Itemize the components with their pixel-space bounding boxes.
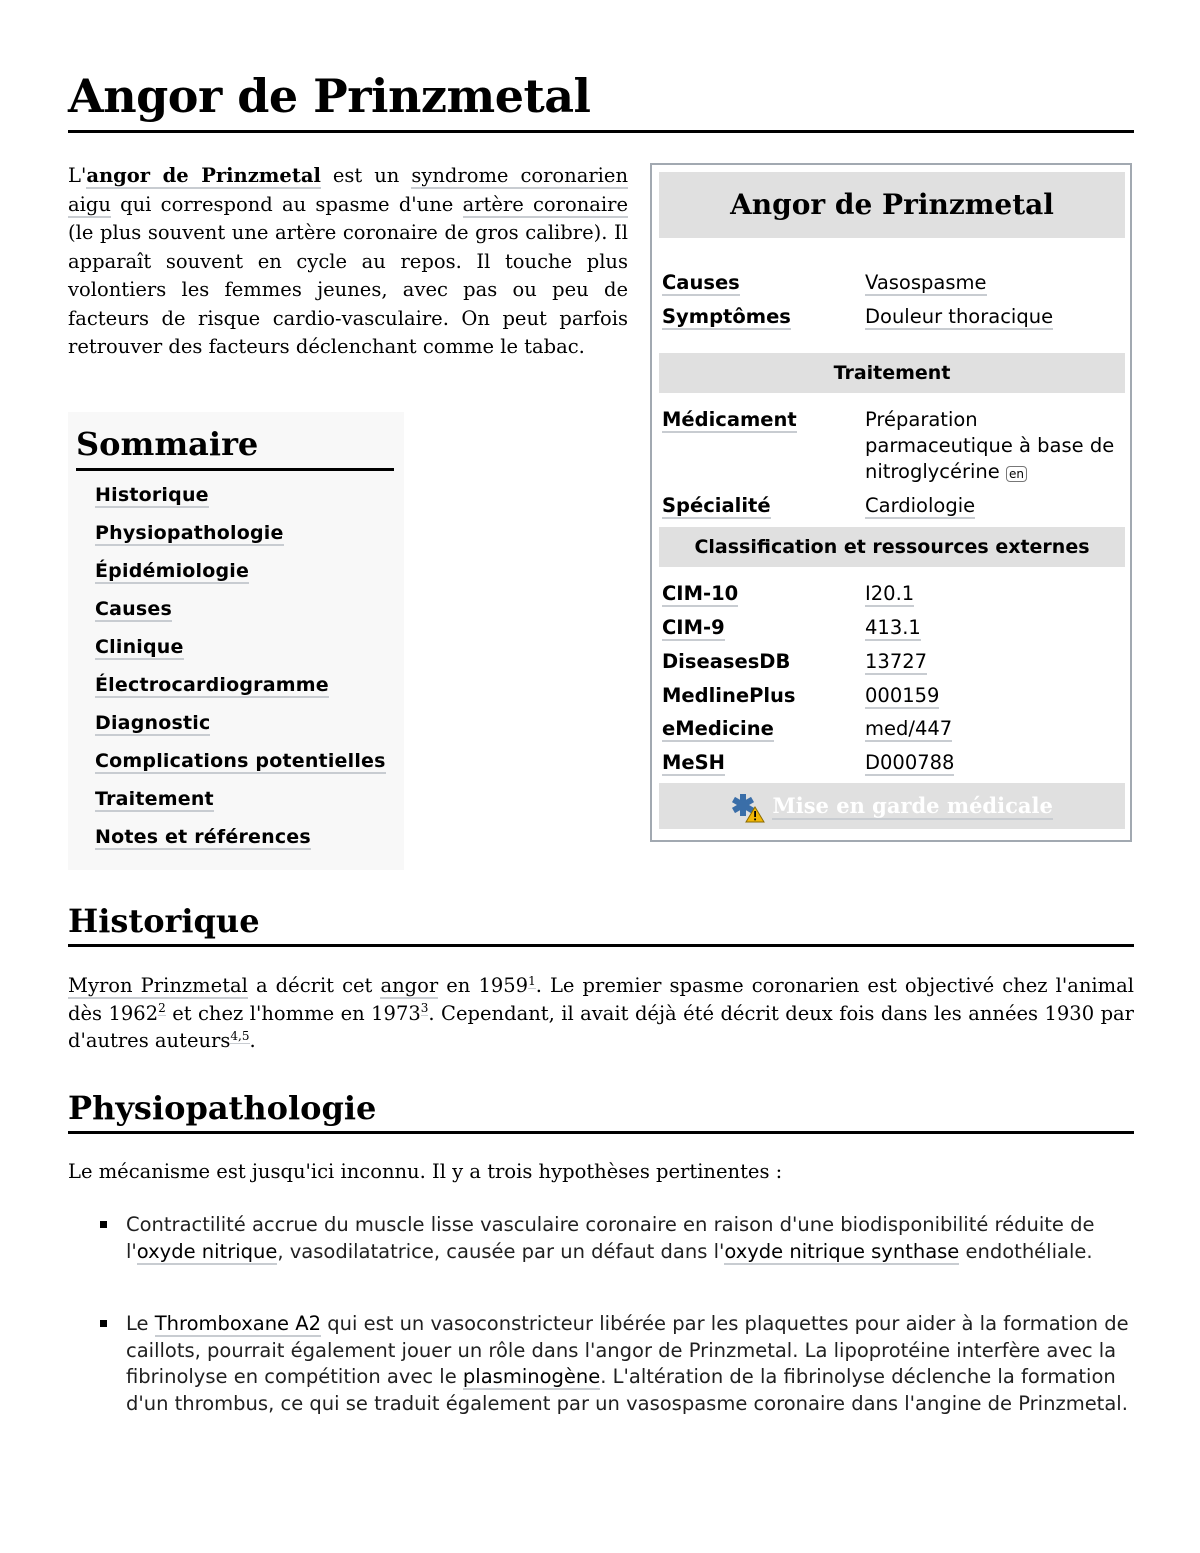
infobox-key-mesh[interactable]: MeSH [662,751,725,774]
reference-3[interactable]: 3 [420,1001,429,1015]
toc-item-historique[interactable]: Historique [95,484,209,506]
medical-warning-label: Mise en garde médicale [772,793,1053,818]
infobox-key-diseasesdb: DiseasesDB [662,650,791,673]
infobox-value-medlineplus[interactable]: 000159 [865,684,940,707]
infobox-key-causes[interactable]: Causes [662,271,740,294]
infobox-value-cim9[interactable]: 413.1 [865,616,921,639]
infobox-classification-header: Classification et ressources externes [659,527,1125,567]
link-syndrome-coronarien[interactable]: syndrome coronarien aigu [68,164,629,216]
toc-item-diagnostic[interactable]: Diagnostic [95,712,211,734]
link-myron-prinzmetal[interactable]: Myron Prinzmetal [68,974,248,997]
infobox-key-cim9[interactable]: CIM-9 [662,616,725,639]
infobox-value-medicament: Préparation parmaceutique à base de nitroglycérine en [865,408,1115,483]
medical-warning-icon [731,793,765,823]
historique-paragraph: Myron Prinzmetal a décrit cet angor en 1959$^1$. Le premier spasme coronarien est objectivé chez l'animal dès 1962$^2$ et chez l'homme en 1973$^3$. Cependant, il avait déjà été décrit deux fois dans les années 1930 par d'autres auteurs$^{4,5}$. [68,973,1135,1052]
infobox-value-diseasesdb[interactable]: 13727 [865,650,928,673]
link-oxyde-nitrique[interactable]: oxyde nitrique [136,1239,278,1263]
toc-item-epidemiologie[interactable]: Épidémiologie [95,560,250,582]
link-oxyde-nitrique-synthase[interactable]: oxyde nitrique synthase [724,1239,960,1263]
link-thromboxane-a2[interactable]: Thromboxane A2 [154,1312,322,1335]
table-of-contents [68,412,404,870]
language-badge-en[interactable]: en [1006,466,1027,482]
infobox-key-emedicine[interactable]: eMedicine [662,717,774,740]
toc-title: Sommaire [76,424,394,471]
infobox-value-symptomes[interactable]: Douleur thoracique [865,305,1054,328]
infobox-value-specialite[interactable]: Cardiologie [865,494,976,517]
infobox-value-cim10[interactable]: I20.1 [865,582,915,605]
infobox-value-emedicine[interactable]: med/447 [865,717,953,740]
infobox-key-medlineplus: MedlinePlus [662,684,796,707]
physio-intro: Le mécanisme est jusqu'ici inconnu. Il y a trois hypothèses pertinentes : [68,1160,783,1183]
toc-item-clinique[interactable]: Clinique [95,636,184,658]
toc-item-electrocardiogramme[interactable]: Électrocardiogramme [95,674,329,696]
toc-item-physiopathologie[interactable]: Physiopathologie [95,522,284,544]
page-title: Angor de Prinzmetal [68,68,1134,133]
medical-warning-link[interactable] [659,783,1125,829]
section-heading-historique: Historique [68,900,1134,947]
toc-item-causes[interactable]: Causes [95,598,172,620]
section-heading-physiopathologie: Physiopathologie [68,1087,1134,1134]
link-artere-coronaire[interactable]: artère coronaire [462,192,628,216]
toc-item-complications[interactable]: Complications potentielles [95,750,386,772]
bullet-icon [100,1221,107,1228]
reference-1[interactable]: 1 [528,973,536,988]
lead-paragraph: L'angor de Prinzmetal est un syndrome coronarien aigu qui correspond au spasme d'une artère coronaire (le plus souvent une artère coronaire de gros calibre). Il apparaît souvent en cycle au repos. Il touche plus volontiers les femmes jeunes, avec pas ou peu de facteurs de risque cardio-vasculaire. On peut parfois retrouver des facteurs déclenchant comme le tabac. [68,164,629,358]
infobox-treatment-header: Traitement [659,353,1125,393]
infobox-value-mesh[interactable]: D000788 [865,751,955,774]
link-plasminogene[interactable]: plasminogène [462,1365,601,1388]
infobox-key-specialite[interactable]: Spécialité [662,494,771,517]
infobox-key-medicament[interactable]: Médicament [662,408,797,431]
infobox-title: Angor de Prinzmetal [659,172,1125,238]
toc-item-traitement[interactable]: Traitement [95,788,214,810]
toc-item-notes[interactable]: Notes et références [95,826,311,848]
link-angor-2[interactable]: angor [380,974,439,997]
infobox-key-cim10[interactable]: CIM-10 [662,582,739,605]
infobox-value-causes[interactable]: Vasospasme [865,271,987,294]
bullet-icon [100,1320,107,1327]
infobox-key-symptomes[interactable]: Symptômes [662,305,791,328]
toc-list [95,482,386,862]
reference-2[interactable]: 2 [158,1001,166,1015]
infobox [650,163,1132,842]
reference-4-5[interactable]: 4,5 [230,1028,250,1043]
link-angor[interactable]: angor de Prinzmetal [86,164,321,187]
